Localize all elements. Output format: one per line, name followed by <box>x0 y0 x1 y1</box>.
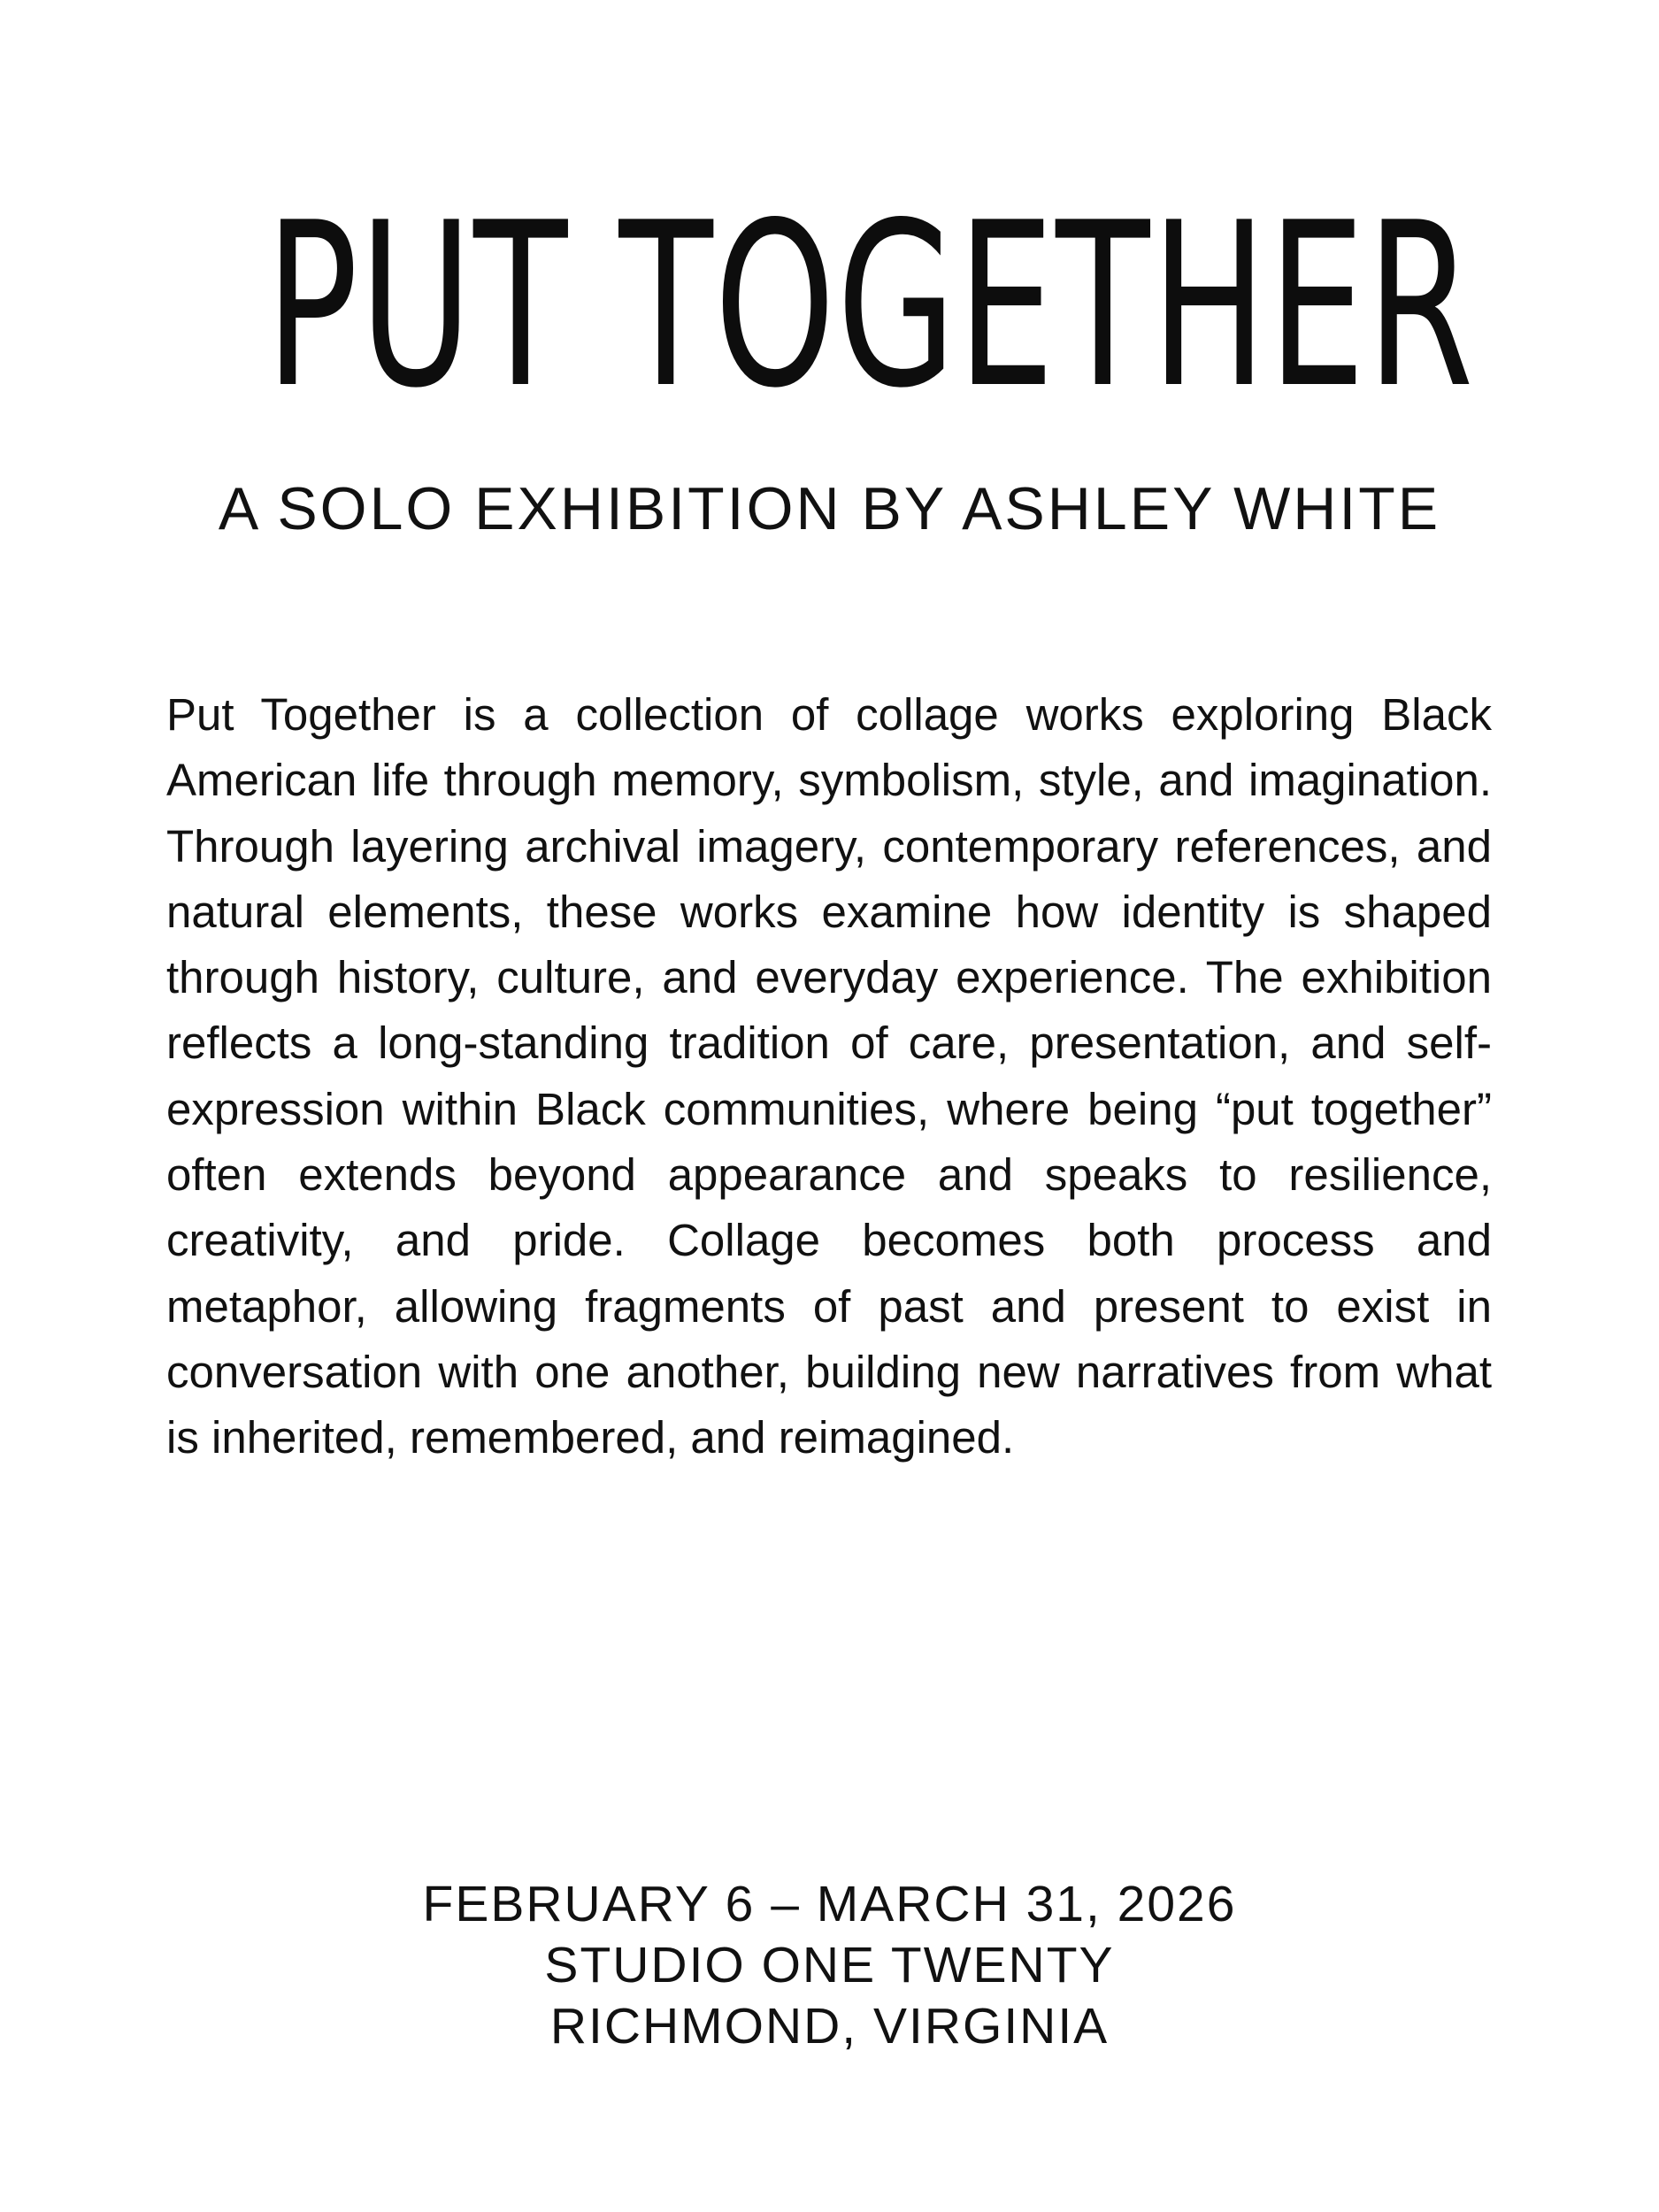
exhibition-details <box>0 1874 1659 2057</box>
exhibition-venue: STUDIO ONE TWENTY <box>544 1937 1115 1993</box>
exhibition-dates: FEBRUARY 6 – MARCH 31, 2026 <box>422 1876 1237 1932</box>
exhibition-location: RICHMOND, VIRGINIA <box>549 1998 1110 2055</box>
exhibition-subtitle: A SOLO EXHIBITION BY ASHLEY WHITE <box>218 475 1441 542</box>
exhibition-description: Put Together is a collection of collage works exploring Black American life through memory, symbolism, style, and imagination. Through layering archival imagery, contemporary references, and natural elements, these works examine how identity is shaped through history, culture, and everyday experience. The exhibition reflects a long-standing tradition of care, presentation, and self-expression within Black communities, where being “put together” often extends beyond appearance and speaks to resilience, creativity, and pride. Collage becomes both process and metaphor, allowing fragments of past and present to exist in conversation with one another, building new narratives from what is inherited, remembered, and reimagined. <box>166 689 1492 1463</box>
exhibition-title: PUT TOGETHER <box>265 174 1475 438</box>
